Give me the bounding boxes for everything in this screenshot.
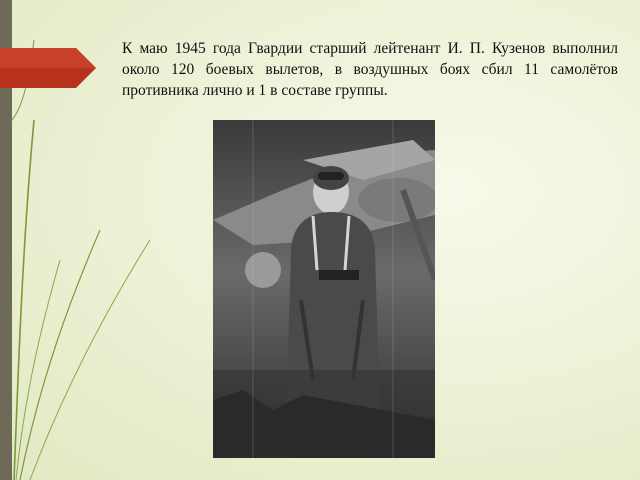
- pilot-photo: [213, 120, 435, 458]
- red-arrow-decoration: [0, 48, 96, 88]
- slide-paragraph: К маю 1945 года Гвардии старший лейтенант И. П. Кузенов выполнил около 120 боевых вылетов, в воздушных боях сбил 11 самолётов противника лично и 1 в составе группы.: [122, 40, 618, 99]
